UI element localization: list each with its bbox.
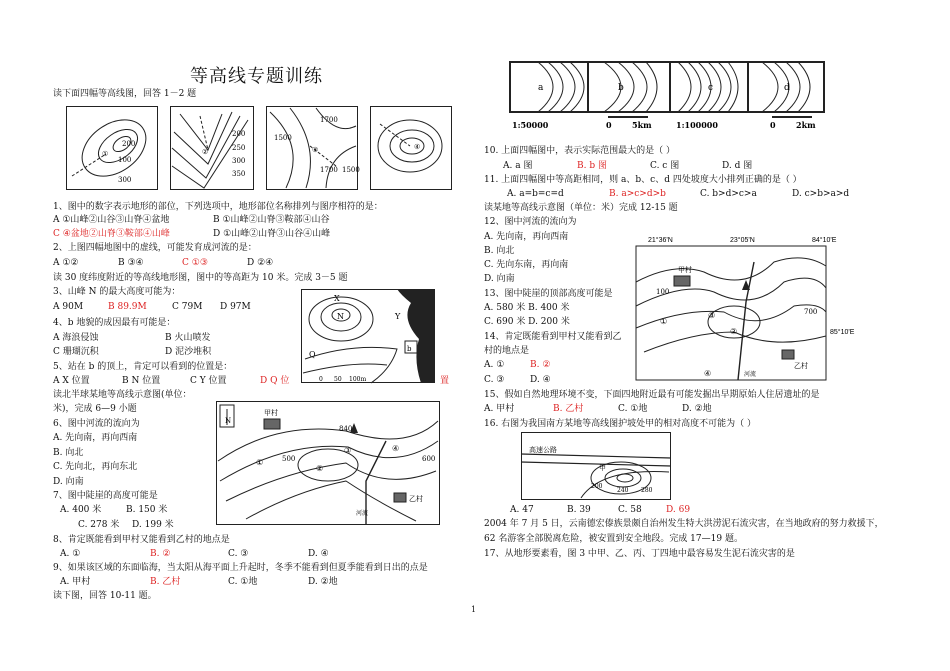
svg-text:③: ③	[708, 311, 716, 320]
svg-text:高速公路: 高速公路	[529, 446, 557, 454]
svg-text:X: X	[334, 294, 340, 303]
q2: 2、上图四幅地图中的虚线，可能发育成河流的是：	[53, 243, 257, 253]
svg-text:N: N	[225, 417, 232, 425]
svg-text:N: N	[337, 312, 344, 321]
svg-text:280: 280	[641, 487, 653, 494]
figure-contour-1	[66, 106, 158, 190]
figure-contour-4	[370, 106, 452, 190]
svg-text:840: 840	[339, 425, 353, 433]
svg-text:④: ④	[704, 369, 712, 378]
svg-text:21°36'N: 21°36'N	[648, 237, 673, 244]
svg-text:②: ②	[202, 148, 209, 156]
svg-text:④: ④	[414, 143, 421, 151]
svg-text:①: ①	[102, 150, 109, 158]
svg-text:84°10'E: 84°10'E	[812, 237, 837, 244]
q15: 15、假如自然地理环境不变，下面四地附近最有可能发掘出早期原始人住居遗址的是	[484, 390, 820, 400]
svg-text:300: 300	[118, 176, 132, 184]
svg-text:0: 0	[770, 120, 776, 130]
svg-text:200: 200	[232, 130, 246, 138]
svg-text:②: ②	[316, 464, 324, 473]
page-number: 1	[471, 605, 477, 614]
svg-text:2km: 2km	[796, 120, 816, 130]
q5: 5、站在 b 的顶上，肯定可以看到的位置是：	[53, 362, 233, 372]
svg-text:700: 700	[804, 308, 818, 316]
svg-text:350: 350	[232, 170, 246, 178]
svg-text:③: ③	[344, 446, 352, 455]
q6: 6、图中河流的流向为	[53, 419, 140, 429]
svg-text:1:50000: 1:50000	[512, 120, 549, 130]
svg-text:甲: 甲	[599, 464, 606, 472]
svg-text:200: 200	[591, 483, 603, 490]
svg-text:a: a	[538, 83, 544, 93]
q-intro-1-2: 读下面四幅等高线图，回答 1－2 题	[53, 89, 197, 99]
svg-text:250: 250	[232, 144, 246, 152]
svg-text:5km: 5km	[632, 120, 652, 130]
q3: 3、山峰 N 的最大高度可能为：	[53, 287, 181, 297]
figure-contour-5	[301, 289, 435, 383]
q7: 7、图中陡崖的高度可能是	[53, 491, 158, 501]
q17: 17、从地形要素看，图 3 中甲、乙、丙、丁四地中最容易发生泥石流灾害的是	[484, 549, 795, 559]
svg-text:240: 240	[617, 487, 629, 494]
figure-contour-6	[216, 401, 440, 525]
q9: 9、如果该区域的东面临海，当太阳从海平面上升起时，冬季不能看到但夏季能看到日出的点是	[53, 563, 428, 573]
svg-text:100: 100	[656, 288, 670, 296]
svg-text:1500: 1500	[342, 166, 360, 174]
q16: 16. 右图为我国南方某地等高线图护坡处甲的相对高度不可能为（ ）	[484, 419, 757, 429]
f1-label: 200	[122, 140, 136, 148]
svg-text:①: ①	[660, 317, 668, 326]
q12: 12、图中河流的流向为	[484, 217, 577, 227]
q1-answer-c: C ④盆地②山脊③鞍部④山峰	[53, 229, 170, 239]
figure-scale-maps	[508, 60, 826, 132]
svg-text:甲村: 甲村	[264, 409, 278, 417]
svg-text:c: c	[708, 83, 714, 93]
svg-text:河流: 河流	[356, 510, 369, 517]
svg-text:100: 100	[118, 156, 132, 164]
figure-contour-9	[521, 432, 671, 500]
q8: 8、肯定既能看到甲村又能看到乙村的地点是	[53, 535, 230, 545]
svg-text:d: d	[784, 83, 790, 93]
svg-text:④: ④	[392, 444, 400, 453]
q4: 4、b 地貌的成因最有可能是：	[53, 318, 176, 328]
q1: 1、图中的数字表示地形的部位，下列选项中，地形部位名称排列与图序相符的是：	[53, 202, 383, 212]
svg-text:1700: 1700	[320, 166, 338, 174]
svg-text:500: 500	[282, 455, 296, 463]
svg-text:600: 600	[422, 455, 436, 463]
svg-text:③: ③	[312, 146, 319, 154]
svg-text:85°10'E: 85°10'E	[830, 329, 855, 336]
svg-text:50: 50	[334, 376, 342, 383]
svg-text:b: b	[407, 345, 412, 353]
svg-text:0: 0	[606, 120, 612, 130]
svg-text:乙村: 乙村	[409, 495, 423, 503]
svg-text:1:100000: 1:100000	[676, 120, 718, 130]
svg-text:1500: 1500	[274, 134, 292, 142]
svg-text:300: 300	[232, 157, 246, 165]
figure-contour-8	[634, 232, 866, 382]
figure-contour-2	[170, 106, 254, 190]
svg-text:100m: 100m	[349, 376, 367, 383]
page-title: 等高线专题训练	[190, 66, 323, 87]
q11: 11. 上面四幅图中等高距相同，则 a、b、c、d 四处坡度大小排列正确的是（ ）	[484, 175, 802, 185]
svg-text:0: 0	[319, 376, 323, 383]
svg-text:河流: 河流	[744, 371, 757, 378]
svg-text:23°05'N: 23°05'N	[730, 237, 755, 244]
svg-text:①: ①	[256, 458, 264, 467]
q14: 14、肯定既能看到甲村又能看到乙	[484, 332, 622, 342]
svg-text:②: ②	[730, 327, 738, 336]
figure-contour-3	[266, 106, 358, 190]
svg-text:Y: Y	[395, 312, 401, 321]
svg-text:乙村: 乙村	[794, 362, 808, 370]
q13: 13、图中陡崖的顶部高度可能是	[484, 289, 613, 299]
svg-text:甲村: 甲村	[678, 266, 692, 274]
svg-text:Q: Q	[309, 350, 316, 359]
svg-text:b: b	[618, 83, 624, 93]
q10: 10. 上面四幅图中，表示实际范围最大的是（ ）	[484, 146, 676, 156]
svg-text:1700: 1700	[320, 116, 338, 124]
